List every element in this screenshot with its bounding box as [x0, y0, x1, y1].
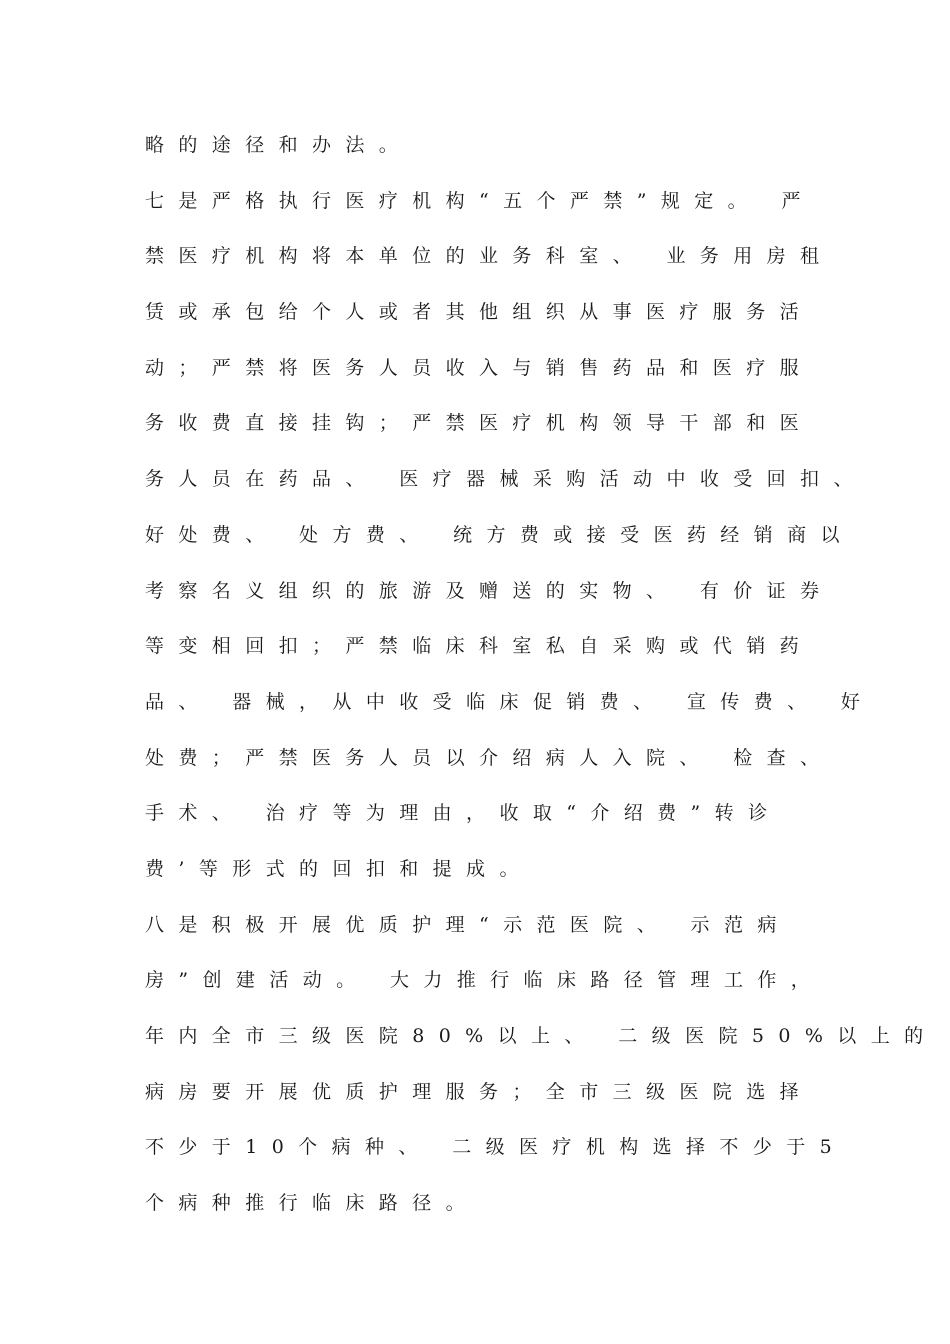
text-line: 务人员在药品、 医疗器械采购活动中收受回扣、	[145, 468, 867, 491]
text-line: 不少于10个病种、 二级医疗机构选择不少于5	[145, 1136, 847, 1159]
text-line: 务收费直接挂钩；严禁医疗机构领导干部和医	[145, 412, 814, 435]
text-line: 品、 器械，从中收受临床促销费、 宣传费、 好	[145, 690, 875, 713]
text-line: 费’等形式的回扣和提成。	[145, 857, 533, 880]
text-line: 年内全市三级医院80%以上、 二级医院50%以上的	[145, 1025, 938, 1047]
text-line: 考察名义组织的旅游及赠送的实物、 有价证券	[145, 579, 834, 602]
text-line: 八是积极开展优质护理“示范医院、 示范病	[145, 913, 791, 936]
text-line: 处费；严禁医务人员以介绍病人入院、 检查、	[145, 746, 834, 769]
text-line: 赁或承包给个人或者其他组织从事医疗服务活	[145, 301, 814, 324]
text-line: 房”创建活动。 大力推行临床路径管理工作，	[145, 969, 825, 992]
text-line: 个病种推行临床路径。	[145, 1192, 480, 1215]
text-line: 略的途径和办法。	[145, 134, 413, 156]
text-line: 病房要开展优质护理服务；全市三级医院选择	[145, 1080, 814, 1103]
text-line: 好处费、 处方费、 统方费或接受医药经销商以	[145, 523, 854, 546]
text-line: 动；严禁将医务人员收入与销售药品和医疗服	[145, 356, 814, 379]
text-line: 禁医疗机构将本单位的业务科室、 业务用房租	[145, 245, 834, 268]
text-line: 等变相回扣；严禁临床科室私自采购或代销药	[145, 635, 814, 658]
body-text	[145, 128, 938, 1242]
text-line: 手术、 治疗等为理由，收取“介绍费”转诊	[145, 802, 782, 825]
text-line: 七是严格执行医疗机构“五个严禁”规定。 严	[145, 189, 815, 212]
